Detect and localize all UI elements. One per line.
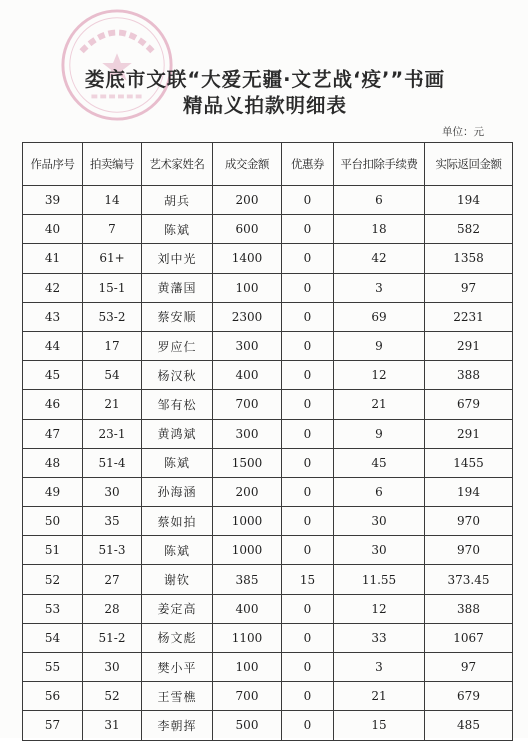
cell-platform-fee: 6 (334, 186, 425, 215)
table-row (23, 594, 513, 623)
cell-coupon: 0 (282, 331, 334, 360)
cell-net-amount: 970 (425, 536, 513, 565)
cell-lot-no: 53-2 (83, 302, 142, 331)
cell-platform-fee: 33 (334, 623, 425, 652)
cell-sale-amount: 1000 (213, 536, 282, 565)
cell-lot-no: 7 (83, 215, 142, 244)
cell-lot-no: 52 (83, 682, 142, 711)
cell-lot-no: 30 (83, 477, 142, 506)
document-title-line-2: 精品义拍款明细表 (182, 94, 347, 117)
cell-lot-no: 27 (83, 565, 142, 594)
cell-net-amount: 970 (425, 507, 513, 536)
cell-artist-name: 樊小平 (142, 653, 213, 682)
cell-coupon: 0 (282, 711, 334, 740)
cell-sale-amount: 700 (213, 682, 282, 711)
cell-net-amount: 1455 (425, 448, 513, 477)
cell-coupon: 0 (282, 653, 334, 682)
cell-platform-fee: 11.55 (334, 565, 425, 594)
cell-item-no: 55 (23, 653, 83, 682)
cell-lot-no: 14 (83, 186, 142, 215)
cell-artist-name: 陈斌 (142, 536, 213, 565)
cell-artist-name: 陈斌 (142, 215, 213, 244)
cell-coupon: 0 (282, 536, 334, 565)
cell-sale-amount: 400 (213, 361, 282, 390)
currency-unit-label: 单位：元 (442, 126, 484, 138)
cell-lot-no: 15-1 (83, 273, 142, 302)
table-row (23, 273, 513, 302)
cell-lot-no: 23-1 (83, 419, 142, 448)
cell-coupon: 0 (282, 419, 334, 448)
header-sale-amount: 成交金额 (213, 143, 282, 186)
cell-item-no: 45 (23, 361, 83, 390)
cell-sale-amount: 1100 (213, 623, 282, 652)
cell-item-no: 51 (23, 536, 83, 565)
cell-coupon: 0 (282, 507, 334, 536)
table-row (23, 390, 513, 419)
cell-coupon: 0 (282, 594, 334, 623)
cell-sale-amount: 1400 (213, 244, 282, 273)
cell-artist-name: 姜定高 (142, 594, 213, 623)
cell-sale-amount: 1500 (213, 448, 282, 477)
table-header-row (23, 143, 513, 186)
cell-lot-no: 17 (83, 331, 142, 360)
cell-coupon: 0 (282, 682, 334, 711)
cell-sale-amount: 700 (213, 390, 282, 419)
cell-item-no: 48 (23, 448, 83, 477)
cell-artist-name: 蔡如拍 (142, 507, 213, 536)
cell-lot-no: 54 (83, 361, 142, 390)
cell-sale-amount: 385 (213, 565, 282, 594)
cell-platform-fee: 69 (334, 302, 425, 331)
cell-item-no: 39 (23, 186, 83, 215)
cell-item-no: 53 (23, 594, 83, 623)
table-row (23, 623, 513, 652)
cell-sale-amount: 200 (213, 186, 282, 215)
table-row (23, 565, 513, 594)
cell-item-no: 47 (23, 419, 83, 448)
cell-artist-name: 刘中光 (142, 244, 213, 273)
cell-coupon: 0 (282, 186, 334, 215)
cell-item-no: 46 (23, 390, 83, 419)
cell-sale-amount: 1000 (213, 507, 282, 536)
cell-sale-amount: 600 (213, 215, 282, 244)
cell-artist-name: 杨文彪 (142, 623, 213, 652)
table-row (23, 711, 513, 740)
cell-item-no: 50 (23, 507, 83, 536)
table-row (23, 419, 513, 448)
cell-net-amount: 1358 (425, 244, 513, 273)
cell-item-no: 54 (23, 623, 83, 652)
cell-item-no: 56 (23, 682, 83, 711)
cell-lot-no: 51-4 (83, 448, 142, 477)
table-row (23, 215, 513, 244)
table-row (23, 653, 513, 682)
cell-sale-amount: 300 (213, 331, 282, 360)
cell-sale-amount: 300 (213, 419, 282, 448)
cell-platform-fee: 45 (334, 448, 425, 477)
cell-artist-name: 王雪樵 (142, 682, 213, 711)
table-row (23, 448, 513, 477)
header-artist-name: 艺术家姓名 (142, 143, 213, 186)
cell-net-amount: 485 (425, 711, 513, 740)
cell-coupon: 0 (282, 448, 334, 477)
document-title-line-1: 娄底市文联“大爱无疆·文艺战‘疫’”书画 (84, 68, 446, 91)
header-platform-fee: 平台扣除手续费 (334, 143, 425, 186)
cell-coupon: 0 (282, 390, 334, 419)
cell-coupon: 0 (282, 215, 334, 244)
cell-platform-fee: 30 (334, 536, 425, 565)
cell-platform-fee: 9 (334, 331, 425, 360)
table-row (23, 244, 513, 273)
cell-platform-fee: 3 (334, 273, 425, 302)
cell-platform-fee: 12 (334, 361, 425, 390)
cell-lot-no: 61+ (83, 244, 142, 273)
cell-platform-fee: 18 (334, 215, 425, 244)
table-row (23, 186, 513, 215)
cell-artist-name: 罗应仁 (142, 331, 213, 360)
cell-net-amount: 97 (425, 273, 513, 302)
cell-net-amount: 1067 (425, 623, 513, 652)
cell-lot-no: 28 (83, 594, 142, 623)
cell-platform-fee: 9 (334, 419, 425, 448)
cell-artist-name: 胡兵 (142, 186, 213, 215)
cell-platform-fee: 30 (334, 507, 425, 536)
cell-sale-amount: 400 (213, 594, 282, 623)
cell-net-amount: 388 (425, 594, 513, 623)
table-body (23, 186, 513, 741)
cell-item-no: 42 (23, 273, 83, 302)
cell-platform-fee: 15 (334, 711, 425, 740)
cell-platform-fee: 3 (334, 653, 425, 682)
cell-net-amount: 291 (425, 331, 513, 360)
cell-lot-no: 35 (83, 507, 142, 536)
header-net-amount: 实际返回金额 (425, 143, 513, 186)
cell-net-amount: 291 (425, 419, 513, 448)
cell-net-amount: 582 (425, 215, 513, 244)
cell-platform-fee: 6 (334, 477, 425, 506)
cell-lot-no: 21 (83, 390, 142, 419)
cell-coupon: 0 (282, 477, 334, 506)
table-row (23, 302, 513, 331)
cell-platform-fee: 42 (334, 244, 425, 273)
cell-sale-amount: 200 (213, 477, 282, 506)
cell-net-amount: 373.45 (425, 565, 513, 594)
table-row (23, 507, 513, 536)
cell-coupon: 0 (282, 273, 334, 302)
cell-net-amount: 194 (425, 186, 513, 215)
cell-sale-amount: 500 (213, 711, 282, 740)
cell-lot-no: 51-3 (83, 536, 142, 565)
auction-ledger-table (22, 142, 513, 741)
cell-item-no: 43 (23, 302, 83, 331)
cell-artist-name: 邹有松 (142, 390, 213, 419)
cell-lot-no: 30 (83, 653, 142, 682)
cell-net-amount: 388 (425, 361, 513, 390)
table-row (23, 682, 513, 711)
cell-item-no: 40 (23, 215, 83, 244)
cell-lot-no: 51-2 (83, 623, 142, 652)
cell-coupon: 0 (282, 361, 334, 390)
cell-sale-amount: 100 (213, 653, 282, 682)
cell-net-amount: 2231 (425, 302, 513, 331)
cell-item-no: 41 (23, 244, 83, 273)
cell-item-no: 49 (23, 477, 83, 506)
cell-artist-name: 黄鸿斌 (142, 419, 213, 448)
table-row (23, 331, 513, 360)
cell-coupon: 0 (282, 302, 334, 331)
cell-item-no: 57 (23, 711, 83, 740)
cell-lot-no: 31 (83, 711, 142, 740)
cell-platform-fee: 12 (334, 594, 425, 623)
cell-artist-name: 蔡安顺 (142, 302, 213, 331)
cell-item-no: 44 (23, 331, 83, 360)
cell-net-amount: 194 (425, 477, 513, 506)
header-coupon: 优惠券 (282, 143, 334, 186)
header-lot-no: 拍卖编号 (83, 143, 142, 186)
cell-artist-name: 杨汉秋 (142, 361, 213, 390)
cell-sale-amount: 2300 (213, 302, 282, 331)
cell-platform-fee: 21 (334, 390, 425, 419)
cell-coupon: 0 (282, 244, 334, 273)
cell-item-no: 52 (23, 565, 83, 594)
cell-net-amount: 679 (425, 390, 513, 419)
table-row (23, 477, 513, 506)
cell-net-amount: 679 (425, 682, 513, 711)
cell-coupon: 0 (282, 623, 334, 652)
table-row (23, 536, 513, 565)
cell-artist-name: 黄藩国 (142, 273, 213, 302)
cell-artist-name: 孙海涵 (142, 477, 213, 506)
table-row (23, 361, 513, 390)
cell-sale-amount: 100 (213, 273, 282, 302)
cell-net-amount: 97 (425, 653, 513, 682)
header-item-no: 作品序号 (23, 143, 83, 186)
cell-coupon: 15 (282, 565, 334, 594)
cell-platform-fee: 21 (334, 682, 425, 711)
cell-artist-name: 陈斌 (142, 448, 213, 477)
cell-artist-name: 谢钦 (142, 565, 213, 594)
cell-artist-name: 李朝挥 (142, 711, 213, 740)
